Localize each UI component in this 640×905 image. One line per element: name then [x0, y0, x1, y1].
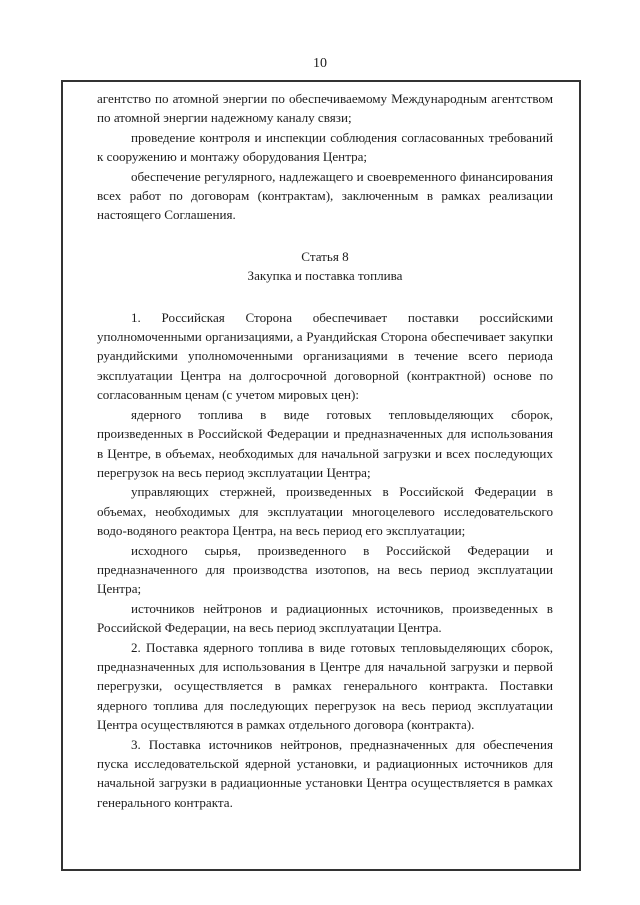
paragraph: проведение контроля и инспекции соблюдения согласованных требований к сооружению и монтажу оборудования Центра;	[97, 129, 553, 165]
paragraph: ядерного топлива в виде готовых тепловыделяющих сборок, произведенных в Российской Федерации и предназначенных для использования в Центре, в объемах, необходимых для начальной загрузки и всех последующих перегрузок на весь период эксплуатации Центра;	[97, 406, 553, 480]
paragraph-continued: агентство по атомной энергии по обеспечиваемому Международным агентством по атомной энергии надежному каналу связи;	[97, 91, 553, 126]
paragraph: 1. Российская Сторона обеспечивает поставки российскими уполномоченными организациями, а Руандийская Сторона обеспечивает закупки руандийскими уполномоченными организациями в течение всего периода эксплуатации Центра на долгосрочной договорной (контрактной) основе по согласованным ценам (с учетом мировых цен):	[97, 309, 553, 403]
document-body	[97, 89, 553, 812]
page-number: 10	[313, 56, 327, 71]
article-title: Закупка и поставка топлива	[247, 268, 403, 284]
paragraph: 2. Поставка ядерного топлива в виде готовых тепловыделяющих сборок, предназначенных для использования в Центре для начальной загрузки и первой перегрузки, осуществляется в рамках генерального контракта. Поставки ядерного топлива для последующих перегрузок на весь период эксплуатации Центра осуществляются в рамках отдельного договора (контракта).	[97, 639, 553, 733]
paragraph: 3. Поставка источников нейтронов, предназначенных для обеспечения пуска исследовательской ядерной установки, и радиационных источников для начальной загрузки в радиационные установки Центра осуществляется в рамках генерального контракта.	[97, 736, 553, 810]
paragraph: обеспечение регулярного, надлежащего и своевременного финансирования всех работ по договорам (контрактам), заключенным в рамках реализации настоящего Соглашения.	[97, 168, 553, 223]
article-number: Статья 8	[301, 248, 349, 264]
paragraph: источников нейтронов и радиационных источников, произведенных в Российской Федерации, на весь период эксплуатации Центра.	[97, 600, 553, 636]
paragraph: управляющих стержней, произведенных в Российской Федерации в объемах, необходимых для эксплуатации многоцелевого исследовательского водо-водяного реактора Центра, на весь период его эксплуатации;	[97, 484, 553, 539]
paragraph: исходного сырья, произведенного в Российской Федерации и предназначенного для производства изотопов, на весь период эксплуатации Центра;	[97, 542, 553, 597]
